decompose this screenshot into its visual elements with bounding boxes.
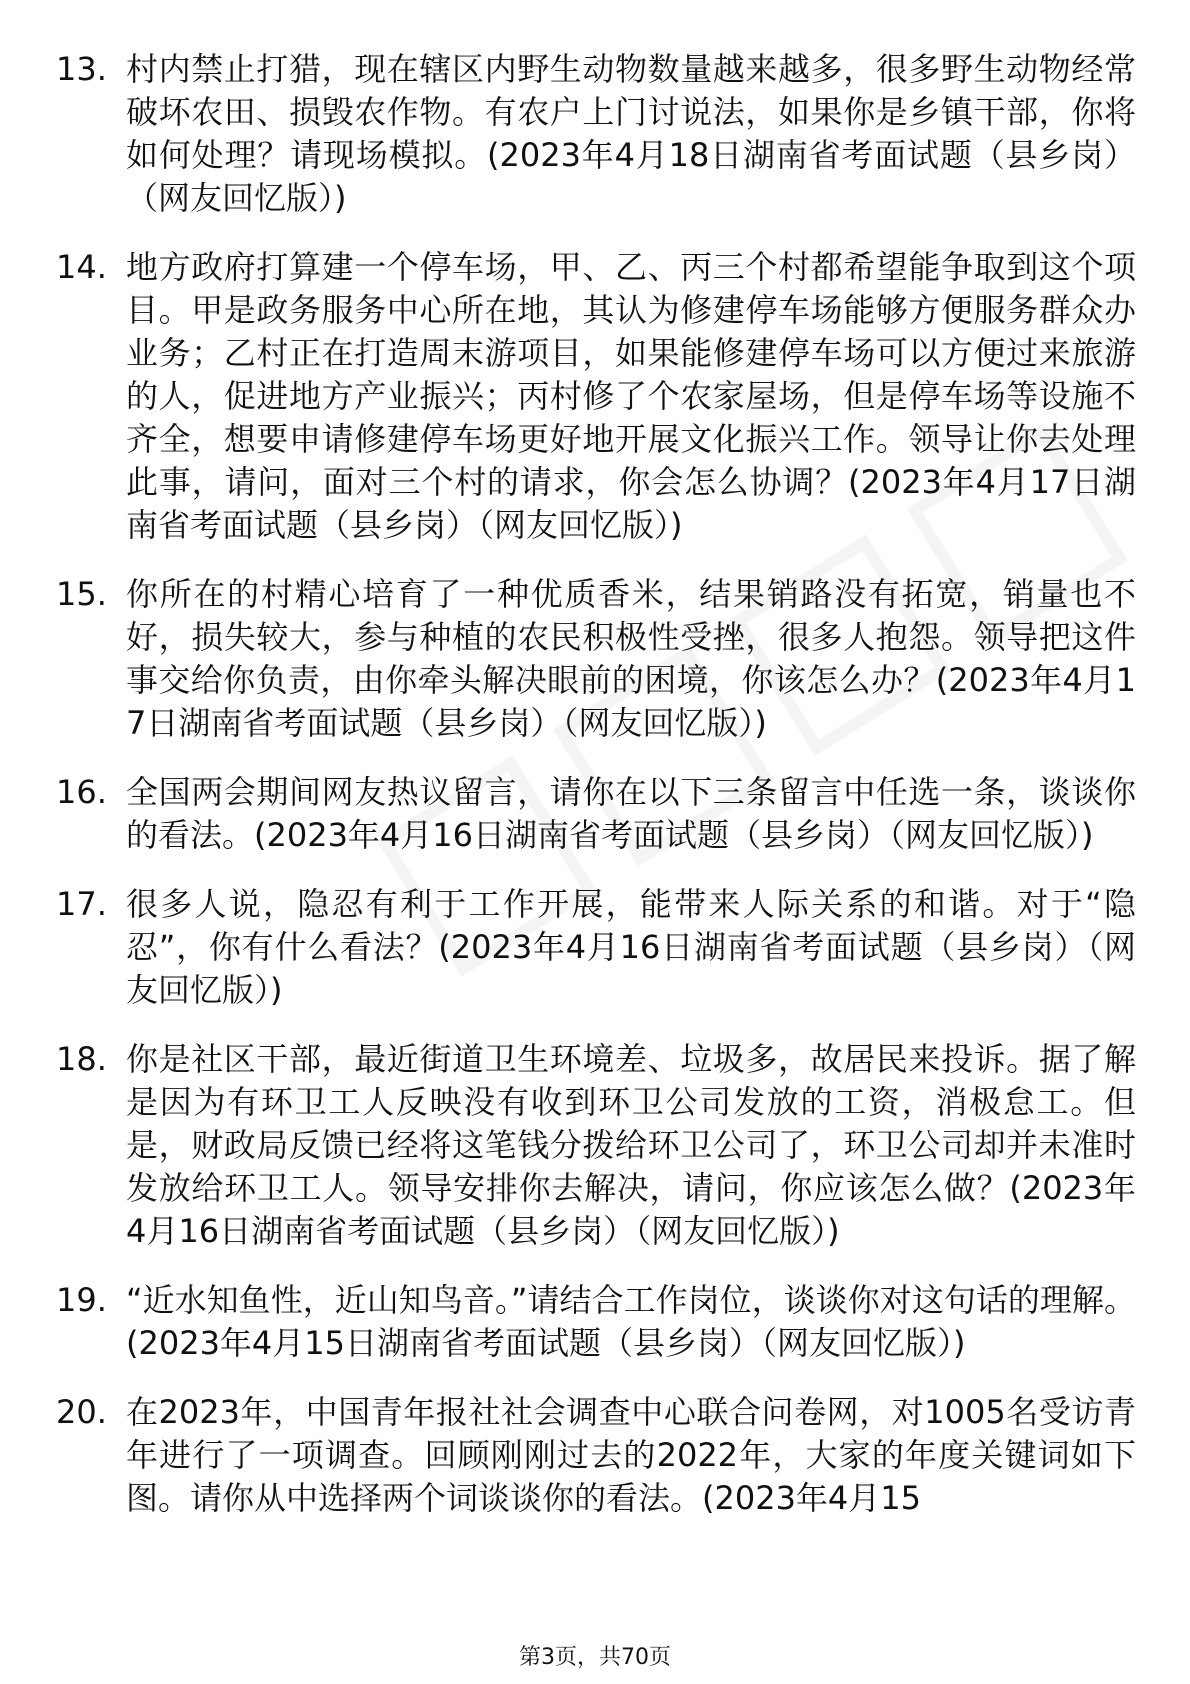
question-item-19 <box>56 1279 1136 1365</box>
question-text: 你所在的村精心培育了一种优质香米，结果销路没有拓宽，销量也不好，损失较大，参与种植的农民积极性受挫，很多人抱怨。领导把这件事交给你负责，由你牵头解决眼前的困境，你该怎么办？(2023年4月17日湖南省考面试题（县乡岗）（网友回忆版）) <box>126 575 1136 742</box>
question-text: 村内禁止打猎，现在辖区内野生动物数量越来越多，很多野生动物经常破坏农田、损毁农作物。有农户上门讨说法，如果你是乡镇干部，你将如何处理？请现场模拟。(2023年4月18日湖南省考面试题（县乡岗）（网友回忆版）) <box>126 50 1136 217</box>
question-item-15 <box>56 573 1136 745</box>
question-item-13 <box>56 48 1136 220</box>
question-item-14 <box>56 246 1136 547</box>
page-footer: 第3页，共70页 <box>519 1645 671 1670</box>
question-item-20 <box>56 1391 1136 1520</box>
question-text: 在2023年，中国青年报社社会调查中心联合问卷网，对1005名受访青年进行了一项调查。回顾刚刚过去的2022年，大家的年度关键词如下图。请你从中选择两个词谈谈你的看法。(2023年4月15 <box>126 1393 1136 1517</box>
question-text: 你是社区干部，最近街道卫生环境差、垃圾多，故居民来投诉。据了解是因为有环卫工人反映没有收到环卫公司发放的工资，消极怠工。但是，财政局反馈已经将这笔钱分拨给环卫公司了，环卫公司却并未准时发放给环卫工人。领导安排你去解决，请问，你应该怎么做？(2023年4月16日湖南省考面试题（县乡岗）（网友回忆版）) <box>126 1040 1136 1250</box>
question-list <box>56 48 1136 1546</box>
question-number: 15. <box>56 575 107 613</box>
question-number: 13. <box>56 50 107 88</box>
question-number: 18. <box>56 1040 107 1078</box>
question-text: 很多人说，隐忍有利于工作开展，能带来人际关系的和谐。对于“隐忍”，你有什么看法？(2023年4月16日湖南省考面试题（县乡岗）（网友回忆版）) <box>126 885 1136 1009</box>
question-text: 地方政府打算建一个停车场，甲、乙、丙三个村都希望能争取到这个项目。甲是政务服务中心所在地，其认为修建停车场能够方便服务群众办业务；乙村正在打造周末游项目，如果能修建停车场可以方便过来旅游的人，促进地方产业振兴；丙村修了个农家屋场，但是停车场等设施不齐全，想要申请修建停车场更好地开展文化振兴工作。领导让你去处理此事，请问，面对三个村的请求，你会怎么协调？(2023年4月17日湖南省考面试题（县乡岗）（网友回忆版）) <box>126 248 1136 544</box>
question-number: 16. <box>56 773 107 811</box>
question-number: 14. <box>56 248 107 286</box>
question-text: “近水知鱼性，近山知鸟音。”请结合工作岗位，谈谈你对这句话的理解。(2023年4月15日湖南省考面试题（县乡岗）（网友回忆版）) <box>126 1281 1136 1362</box>
question-number: 17. <box>56 885 107 923</box>
question-text: 全国两会期间网友热议留言，请你在以下三条留言中任选一条，谈谈你的看法。(2023年4月16日湖南省考面试题（县乡岗）（网友回忆版）) <box>126 773 1136 854</box>
question-item-16 <box>56 771 1136 857</box>
question-number: 20. <box>56 1393 107 1431</box>
question-item-18 <box>56 1038 1136 1253</box>
question-item-17 <box>56 883 1136 1012</box>
question-number: 19. <box>56 1281 107 1319</box>
